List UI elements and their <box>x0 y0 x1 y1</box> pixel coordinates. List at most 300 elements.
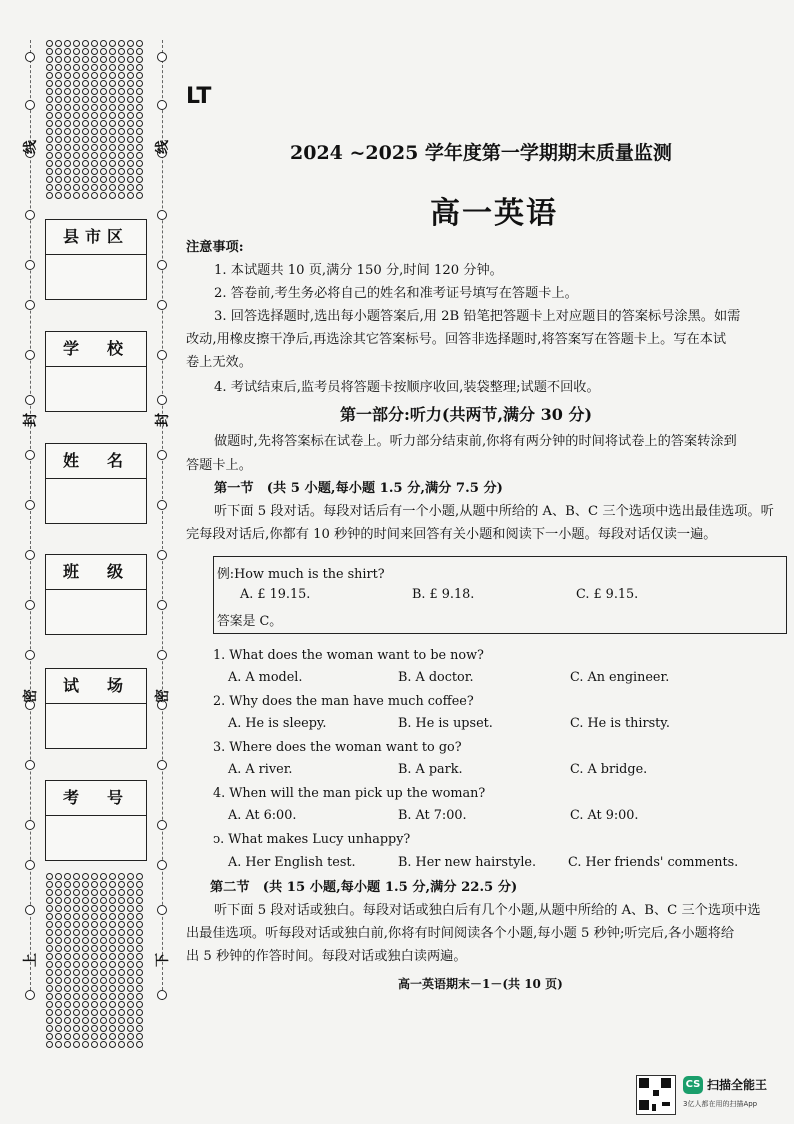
binding-hole <box>25 820 35 830</box>
punch-dot <box>118 48 125 55</box>
punch-dot <box>127 80 134 87</box>
punch-dot <box>46 104 53 111</box>
punch-dot <box>109 64 116 71</box>
punch-dot <box>55 953 62 960</box>
punch-dot <box>136 112 143 119</box>
punch-dot <box>82 144 89 151</box>
margin-mark-left-4: 上 <box>23 953 39 967</box>
punch-dot <box>136 977 143 984</box>
section1-title: 第一节 (共 5 小题,每小题 1.5 分,满分 7.5 分) <box>214 481 503 496</box>
punch-dot <box>82 136 89 143</box>
punch-dot <box>46 937 53 944</box>
punch-dot <box>73 112 80 119</box>
punch-dot <box>55 1025 62 1032</box>
punch-dot <box>127 969 134 976</box>
punch-dot <box>100 152 107 159</box>
left-dashed-line <box>30 40 31 1000</box>
punch-dot <box>82 897 89 904</box>
punch-dot <box>118 921 125 928</box>
punch-dot <box>118 889 125 896</box>
punch-dot <box>109 128 116 135</box>
part1-title: 第一部分:听力(共两节,满分 30 分) <box>340 405 593 424</box>
question-5-option-b[interactable]: B. Her new hairstyle. <box>398 855 537 870</box>
punch-dot <box>91 1033 98 1040</box>
punch-dot <box>127 56 134 63</box>
punch-dot <box>118 945 125 952</box>
punch-dot <box>127 144 134 151</box>
notice-item-3-end: 卷上无效。 <box>186 355 252 370</box>
punch-dot <box>46 128 53 135</box>
punch-dot <box>127 1017 134 1024</box>
punch-dot <box>46 1001 53 1008</box>
punch-dot <box>73 1033 80 1040</box>
punch-dot <box>82 881 89 888</box>
punch-dot <box>55 913 62 920</box>
question-1-option-a[interactable]: A. A model. <box>228 670 303 685</box>
punch-dot <box>64 897 71 904</box>
punch-dot <box>73 88 80 95</box>
field-class <box>45 554 147 635</box>
punch-dot <box>109 969 116 976</box>
punch-dot <box>55 945 62 952</box>
section2-title: 第二节 (共 15 小题,每小题 1.5 分,满分 22.5 分) <box>210 880 518 895</box>
punch-dot <box>64 104 71 111</box>
punch-dot <box>46 48 53 55</box>
punch-dot <box>136 144 143 151</box>
field-name-input[interactable] <box>46 479 146 523</box>
punch-dot <box>64 961 71 968</box>
punch-dot <box>136 937 143 944</box>
punch-dot <box>82 96 89 103</box>
example-option-c: C. £ 9.15. <box>576 587 639 602</box>
punch-dot <box>73 120 80 127</box>
binding-hole <box>157 450 167 460</box>
question-5-option-a[interactable]: A. Her English test. <box>228 855 356 870</box>
punch-dot <box>109 929 116 936</box>
punch-dot <box>127 176 134 183</box>
punch-dot <box>91 977 98 984</box>
punch-dot <box>127 913 134 920</box>
punch-dot <box>55 176 62 183</box>
punch-dot <box>64 1025 71 1032</box>
punch-dot <box>73 72 80 79</box>
punch-dot <box>82 921 89 928</box>
punch-dot <box>136 985 143 992</box>
binding-hole <box>157 860 167 870</box>
punch-dot <box>109 881 116 888</box>
punch-dot <box>109 144 116 151</box>
punch-dot <box>100 168 107 175</box>
punch-dot <box>118 112 125 119</box>
punch-dot <box>127 945 134 952</box>
punch-dot <box>91 993 98 1000</box>
punch-dot <box>136 152 143 159</box>
punch-dot <box>100 88 107 95</box>
punch-dot <box>109 72 116 79</box>
punch-dot <box>109 152 116 159</box>
binding-hole <box>157 990 167 1000</box>
punch-dot <box>127 128 134 135</box>
punch-dot <box>127 1033 134 1040</box>
punch-dot <box>64 929 71 936</box>
field-name-label: 姓 名 <box>46 444 146 479</box>
punch-dot <box>127 897 134 904</box>
punch-dot <box>64 56 71 63</box>
notice-heading: 注意事项: <box>186 240 244 255</box>
punch-dot <box>64 1009 71 1016</box>
punch-dot <box>82 873 89 880</box>
punch-dot <box>91 48 98 55</box>
punch-dot <box>82 184 89 191</box>
punch-dot <box>82 64 89 71</box>
punch-dot <box>46 1017 53 1024</box>
punch-dot <box>118 1009 125 1016</box>
punch-dot <box>136 1033 143 1040</box>
question-5: ↄ. What makes Lucy unhappy? <box>213 832 411 847</box>
punch-dot <box>64 985 71 992</box>
punch-dot <box>136 905 143 912</box>
punch-dot <box>55 993 62 1000</box>
punch-dot <box>73 144 80 151</box>
punch-dot <box>73 168 80 175</box>
field-school-input[interactable] <box>46 367 146 411</box>
binding-hole <box>25 860 35 870</box>
punch-dot <box>55 88 62 95</box>
punch-dot <box>91 1009 98 1016</box>
punch-dot <box>109 1009 116 1016</box>
field-name <box>45 443 147 524</box>
question-1-option-b[interactable]: B. A doctor. <box>398 670 474 685</box>
qr-code-icon <box>636 1075 676 1115</box>
punch-dot <box>109 961 116 968</box>
punch-dot <box>64 1017 71 1024</box>
punch-dot <box>64 176 71 183</box>
punch-dot <box>91 921 98 928</box>
punch-dot <box>91 945 98 952</box>
question-2-option-c[interactable]: C. He is thirsty. <box>570 716 670 731</box>
punch-dot <box>73 921 80 928</box>
punch-dot <box>91 144 98 151</box>
punch-dot <box>127 168 134 175</box>
punch-dot <box>64 88 71 95</box>
punch-dot <box>46 80 53 87</box>
punch-dot <box>109 889 116 896</box>
punch-dot <box>118 120 125 127</box>
punch-dot <box>109 160 116 167</box>
punch-dot <box>91 56 98 63</box>
punch-dot <box>82 993 89 1000</box>
punch-dot <box>64 48 71 55</box>
punch-dot <box>46 961 53 968</box>
punch-dot <box>73 937 80 944</box>
punch-dot <box>100 985 107 992</box>
punch-dot <box>100 96 107 103</box>
binding-hole <box>25 395 35 405</box>
punch-dot <box>46 881 53 888</box>
punch-dot <box>127 48 134 55</box>
punch-dot <box>118 64 125 71</box>
punch-dot <box>73 1025 80 1032</box>
punch-dot <box>118 40 125 47</box>
binding-hole <box>25 550 35 560</box>
punch-dot <box>64 937 71 944</box>
punch-dot <box>109 937 116 944</box>
punch-dot <box>109 80 116 87</box>
punch-dot <box>55 873 62 880</box>
punch-dot <box>136 64 143 71</box>
punch-dot <box>64 913 71 920</box>
notice-item-2: 2. 答卷前,考生务必将自己的姓名和准考证号填写在答题卡上。 <box>214 286 578 301</box>
question-4-option-a[interactable]: A. At 6:00. <box>228 808 297 823</box>
punch-dot <box>118 953 125 960</box>
binding-hole <box>25 300 35 310</box>
punch-dot <box>127 889 134 896</box>
punch-dot <box>136 961 143 968</box>
punch-dot <box>46 88 53 95</box>
punch-dot <box>73 905 80 912</box>
punch-dot <box>100 889 107 896</box>
punch-dot <box>46 929 53 936</box>
field-exam-room-input[interactable] <box>46 704 146 748</box>
punch-dot <box>64 977 71 984</box>
punch-dot <box>100 873 107 880</box>
punch-dot <box>118 897 125 904</box>
punch-dot <box>82 913 89 920</box>
binding-hole <box>25 260 35 270</box>
punch-dot <box>127 184 134 191</box>
punch-dot <box>82 985 89 992</box>
field-class-input[interactable] <box>46 590 146 634</box>
punch-dot <box>46 1041 53 1048</box>
punch-dot <box>82 969 89 976</box>
punch-dot <box>73 184 80 191</box>
punch-dot <box>118 136 125 143</box>
punch-dot <box>109 913 116 920</box>
example-answer: 答案是 C。 <box>217 614 283 629</box>
punch-dot <box>100 1025 107 1032</box>
punch-dot <box>127 112 134 119</box>
punch-dot <box>127 937 134 944</box>
punch-dot <box>55 144 62 151</box>
punch-dot <box>82 168 89 175</box>
punch-dot <box>100 1009 107 1016</box>
punch-dot <box>136 56 143 63</box>
binding-hole <box>25 210 35 220</box>
margin-mark-left-3: 密 <box>23 689 39 703</box>
punch-dot <box>136 176 143 183</box>
punch-dot <box>64 1033 71 1040</box>
question-1: 1. What does the woman want to be now? <box>213 648 484 663</box>
punch-dot <box>55 1017 62 1024</box>
punch-dot <box>127 120 134 127</box>
punch-dot <box>136 1009 143 1016</box>
punch-dot <box>118 985 125 992</box>
field-county-input[interactable] <box>46 255 146 299</box>
punch-dot <box>55 921 62 928</box>
field-exam-number-input[interactable] <box>46 816 146 860</box>
punch-dot <box>73 64 80 71</box>
punch-dot <box>100 128 107 135</box>
punch-dot <box>46 96 53 103</box>
punch-dot <box>64 120 71 127</box>
punch-dot <box>100 48 107 55</box>
punch-dot <box>64 873 71 880</box>
punch-dot <box>73 136 80 143</box>
punch-dot <box>73 873 80 880</box>
punch-dot <box>55 72 62 79</box>
punch-dot <box>136 881 143 888</box>
notice-item-1: 1. 本试题共 10 页,满分 150 分,时间 120 分钟。 <box>214 263 503 278</box>
punch-dot <box>100 192 107 199</box>
punch-dot <box>109 48 116 55</box>
punch-dot <box>82 192 89 199</box>
question-2-option-a[interactable]: A. He is sleepy. <box>228 716 327 731</box>
punch-dot <box>109 945 116 952</box>
punch-dot <box>73 192 80 199</box>
punch-dot <box>100 961 107 968</box>
punch-dot <box>109 977 116 984</box>
question-2-option-b[interactable]: B. He is upset. <box>398 716 493 731</box>
punch-dot <box>55 881 62 888</box>
punch-dot <box>46 1033 53 1040</box>
punch-dot <box>91 961 98 968</box>
punch-dot <box>73 897 80 904</box>
punch-dot <box>91 913 98 920</box>
punch-dot <box>64 152 71 159</box>
punch-dot <box>100 1001 107 1008</box>
punch-dot <box>127 985 134 992</box>
paper-code: LT <box>186 84 212 109</box>
punch-dot <box>46 160 53 167</box>
binding-hole <box>25 990 35 1000</box>
punch-dot <box>109 192 116 199</box>
punch-dot <box>82 889 89 896</box>
punch-dot <box>118 176 125 183</box>
punch-dot <box>64 160 71 167</box>
punch-dot <box>82 120 89 127</box>
punch-dot <box>109 96 116 103</box>
section2-intro-1: 听下面 5 段对话或独白。每段对话或独白后有几个小题,从题中所给的 A、B、C 三个选项中选 <box>214 903 761 918</box>
punch-dot <box>136 993 143 1000</box>
punch-dot <box>100 929 107 936</box>
punch-dot <box>82 961 89 968</box>
section1-intro-1: 听下面 5 段对话。每段对话后有一个小题,从题中所给的 A、B、C 三个选项中选出最佳选项。听 <box>214 504 774 519</box>
question-4-option-b[interactable]: B. At 7:00. <box>398 808 467 823</box>
punch-dot <box>73 40 80 47</box>
punch-dot <box>46 953 53 960</box>
punch-dot <box>127 873 134 880</box>
binding-hole <box>157 600 167 610</box>
punch-dot <box>118 1001 125 1008</box>
punch-dot <box>91 889 98 896</box>
punch-dot <box>82 1001 89 1008</box>
punch-dot <box>100 112 107 119</box>
punch-dot <box>64 881 71 888</box>
subject-title: 高一英语 <box>430 196 558 231</box>
cs-logo-icon: CS <box>683 1076 703 1094</box>
punch-dot <box>46 176 53 183</box>
punch-dot <box>46 72 53 79</box>
punch-dot <box>64 128 71 135</box>
scanner-app-name: 扫描全能王 <box>707 1078 768 1092</box>
question-3-option-c[interactable]: C. A bridge. <box>570 762 648 777</box>
punch-dot <box>118 881 125 888</box>
punch-dot <box>91 1025 98 1032</box>
punch-dot <box>91 881 98 888</box>
question-4-option-c[interactable]: C. At 9:00. <box>570 808 639 823</box>
punch-dot <box>100 881 107 888</box>
punch-dot <box>73 176 80 183</box>
punch-dot <box>82 112 89 119</box>
question-3-option-a[interactable]: A. A river. <box>228 762 293 777</box>
part1-intro-2: 答题卡上。 <box>186 458 252 473</box>
punch-dot <box>136 1001 143 1008</box>
punch-dot <box>118 905 125 912</box>
punch-dot <box>127 929 134 936</box>
binding-hole <box>157 760 167 770</box>
question-3: 3. Where does the woman want to go? <box>213 740 462 755</box>
example-option-b: B. £ 9.18. <box>412 587 475 602</box>
punch-dot <box>82 152 89 159</box>
punch-dot <box>55 120 62 127</box>
question-4: 4. When will the man pick up the woman? <box>213 786 486 801</box>
punch-dot <box>73 1001 80 1008</box>
question-2: 2. Why does the man have much coffee? <box>213 694 474 709</box>
punch-dot <box>136 48 143 55</box>
binding-hole <box>157 350 167 360</box>
punch-dot <box>136 1017 143 1024</box>
punch-dot <box>64 945 71 952</box>
punch-dot <box>109 1025 116 1032</box>
field-exam-room-label: 试 场 <box>46 669 146 704</box>
punch-dot <box>136 136 143 143</box>
punch-dot <box>91 905 98 912</box>
exam-title: 2024 ~2025 学年度第一学期期末质量监测 <box>290 142 672 164</box>
question-3-option-b[interactable]: B. A park. <box>398 762 463 777</box>
punch-dot <box>136 1025 143 1032</box>
punch-dot <box>109 120 116 127</box>
punch-dot <box>118 961 125 968</box>
punch-dot <box>109 168 116 175</box>
punch-dot <box>46 985 53 992</box>
binding-hole <box>25 760 35 770</box>
punch-dot <box>64 921 71 928</box>
punch-dot <box>55 1009 62 1016</box>
punch-dot <box>73 929 80 936</box>
punch-dot <box>109 56 116 63</box>
punch-dot <box>100 913 107 920</box>
punch-dot <box>118 184 125 191</box>
punch-dot <box>100 40 107 47</box>
punch-dot <box>91 168 98 175</box>
punch-dot <box>127 160 134 167</box>
question-1-option-c[interactable]: C. An engineer. <box>570 670 670 685</box>
field-exam-number-label: 考 号 <box>46 781 146 816</box>
punch-dot <box>118 168 125 175</box>
punch-dot <box>55 64 62 71</box>
punch-dot <box>136 969 143 976</box>
punch-dot <box>46 120 53 127</box>
field-county-label: 县市区 <box>46 220 146 255</box>
punch-dot <box>136 897 143 904</box>
punch-dot <box>55 80 62 87</box>
punch-dot <box>91 112 98 119</box>
question-5-option-c[interactable]: C. Her friends' comments. <box>568 855 739 870</box>
punch-dot <box>91 96 98 103</box>
binding-hole <box>25 100 35 110</box>
punch-dot <box>109 953 116 960</box>
punch-dot <box>73 48 80 55</box>
